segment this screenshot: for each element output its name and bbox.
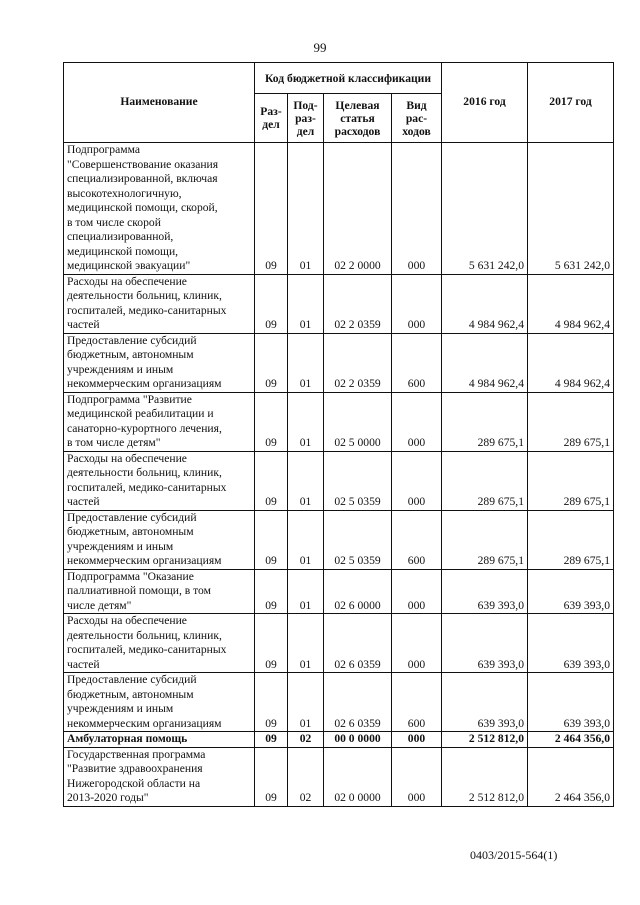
row-amount-2016: 4 984 962,4 <box>442 274 528 333</box>
row-tselevaya: 02 2 0359 <box>324 333 392 392</box>
row-vid: 000 <box>392 569 442 614</box>
page-number: 99 <box>313 40 327 55</box>
row-razdel: 09 <box>255 747 288 806</box>
row-name: Расходы на обеспечение деятельности больниц, клиник, госпиталей, медико-санитарных частей <box>64 274 255 333</box>
row-amount-2017: 2 464 356,0 <box>528 747 614 806</box>
row-vid: 000 <box>392 392 442 451</box>
row-amount-2016: 289 675,1 <box>442 392 528 451</box>
table-row <box>64 392 614 451</box>
table-row <box>64 673 614 732</box>
table-row <box>64 143 614 275</box>
header-code-group: Код бюджетной классификации <box>255 63 442 94</box>
row-podrazdel: 01 <box>288 274 324 333</box>
row-amount-2016: 289 675,1 <box>442 510 528 569</box>
row-podrazdel: 01 <box>288 510 324 569</box>
row-name: Подпрограмма "Оказание паллиативной помощи, в том числе детям" <box>64 569 255 614</box>
table-body <box>64 143 614 807</box>
row-razdel: 09 <box>255 569 288 614</box>
row-name: Расходы на обеспечение деятельности больниц, клиник, госпиталей, медико-санитарных частей <box>64 614 255 673</box>
row-name: Расходы на обеспечение деятельности больниц, клиник, госпиталей, медико-санитарных частей <box>64 451 255 510</box>
row-amount-2017: 5 631 242,0 <box>528 143 614 275</box>
row-tselevaya: 02 2 0359 <box>324 274 392 333</box>
row-vid: 000 <box>392 747 442 806</box>
table-row <box>64 732 614 748</box>
row-razdel: 09 <box>255 143 288 275</box>
row-amount-2017: 289 675,1 <box>528 451 614 510</box>
table-row <box>64 747 614 806</box>
row-amount-2017: 639 393,0 <box>528 569 614 614</box>
row-amount-2017: 4 984 962,4 <box>528 274 614 333</box>
row-razdel: 09 <box>255 451 288 510</box>
row-name: Государственная программа "Развитие здравоохранения Нижегородской области на 2013-2020 годы" <box>64 747 255 806</box>
row-name: Подпрограмма "Совершенствование оказания специализированной, включая высокотехнологичную, медицинской помощи, скорой, в том числе скорой специализированной, медицинской помощи, медицинской эвакуации" <box>64 143 255 275</box>
row-vid: 000 <box>392 274 442 333</box>
row-vid: 000 <box>392 451 442 510</box>
table-row <box>64 569 614 614</box>
table-header <box>64 63 614 143</box>
row-amount-2017: 4 984 962,4 <box>528 333 614 392</box>
row-razdel: 09 <box>255 274 288 333</box>
row-amount-2016: 639 393,0 <box>442 569 528 614</box>
row-razdel: 09 <box>255 333 288 392</box>
row-razdel: 09 <box>255 510 288 569</box>
row-amount-2016: 4 984 962,4 <box>442 333 528 392</box>
row-vid: 600 <box>392 333 442 392</box>
table-row <box>64 333 614 392</box>
row-razdel: 09 <box>255 732 288 748</box>
row-tselevaya: 02 0 0000 <box>324 747 392 806</box>
row-tselevaya: 02 2 0000 <box>324 143 392 275</box>
table-row <box>64 510 614 569</box>
table-row <box>64 274 614 333</box>
row-tselevaya: 02 6 0000 <box>324 569 392 614</box>
row-podrazdel: 01 <box>288 673 324 732</box>
row-podrazdel: 02 <box>288 732 324 748</box>
header-name: Наименование <box>64 63 255 143</box>
header-tselevaya: Целевая статья расходов <box>324 94 392 143</box>
row-amount-2017: 289 675,1 <box>528 510 614 569</box>
row-name: Подпрограмма "Развитие медицинской реабилитации и санаторно-курортного лечения, в том числе детям" <box>64 392 255 451</box>
row-amount-2016: 639 393,0 <box>442 614 528 673</box>
header-razdel: Раз- дел <box>255 94 288 143</box>
row-name: Амбулаторная помощь <box>64 732 255 748</box>
row-name: Предоставление субсидий бюджетным, автономным учреждениям и иным некоммерческим организациям <box>64 673 255 732</box>
row-amount-2016: 639 393,0 <box>442 673 528 732</box>
row-amount-2016: 2 512 812,0 <box>442 732 528 748</box>
row-vid: 000 <box>392 143 442 275</box>
row-amount-2016: 5 631 242,0 <box>442 143 528 275</box>
row-tselevaya: 00 0 0000 <box>324 732 392 748</box>
row-vid: 600 <box>392 673 442 732</box>
row-vid: 000 <box>392 614 442 673</box>
table-row <box>64 451 614 510</box>
header-2016: 2016 год <box>442 63 528 143</box>
row-amount-2017: 2 464 356,0 <box>528 732 614 748</box>
row-vid: 600 <box>392 510 442 569</box>
row-tselevaya: 02 6 0359 <box>324 673 392 732</box>
row-podrazdel: 01 <box>288 143 324 275</box>
row-tselevaya: 02 5 0359 <box>324 451 392 510</box>
row-tselevaya: 02 5 0000 <box>324 392 392 451</box>
row-amount-2016: 2 512 812,0 <box>442 747 528 806</box>
row-podrazdel: 01 <box>288 569 324 614</box>
table-row <box>64 614 614 673</box>
row-vid: 000 <box>392 732 442 748</box>
row-amount-2017: 289 675,1 <box>528 392 614 451</box>
header-2017: 2017 год <box>528 63 614 143</box>
budget-table <box>63 62 614 807</box>
row-name: Предоставление субсидий бюджетным, автономным учреждениям и иным некоммерческим организациям <box>64 510 255 569</box>
row-name: Предоставление субсидий бюджетным, автономным учреждениям и иным некоммерческим организациям <box>64 333 255 392</box>
row-amount-2016: 289 675,1 <box>442 451 528 510</box>
row-razdel: 09 <box>255 614 288 673</box>
row-tselevaya: 02 5 0359 <box>324 510 392 569</box>
row-podrazdel: 01 <box>288 451 324 510</box>
row-amount-2017: 639 393,0 <box>528 673 614 732</box>
row-podrazdel: 01 <box>288 392 324 451</box>
row-amount-2017: 639 393,0 <box>528 614 614 673</box>
row-razdel: 09 <box>255 673 288 732</box>
row-tselevaya: 02 6 0359 <box>324 614 392 673</box>
row-podrazdel: 01 <box>288 333 324 392</box>
header-vid: Вид рас- ходов <box>392 94 442 143</box>
row-podrazdel: 01 <box>288 614 324 673</box>
row-razdel: 09 <box>255 392 288 451</box>
document-code: 0403/2015-564(1) <box>470 848 558 862</box>
header-podrazdel: Под- раз- дел <box>288 94 324 143</box>
row-podrazdel: 02 <box>288 747 324 806</box>
